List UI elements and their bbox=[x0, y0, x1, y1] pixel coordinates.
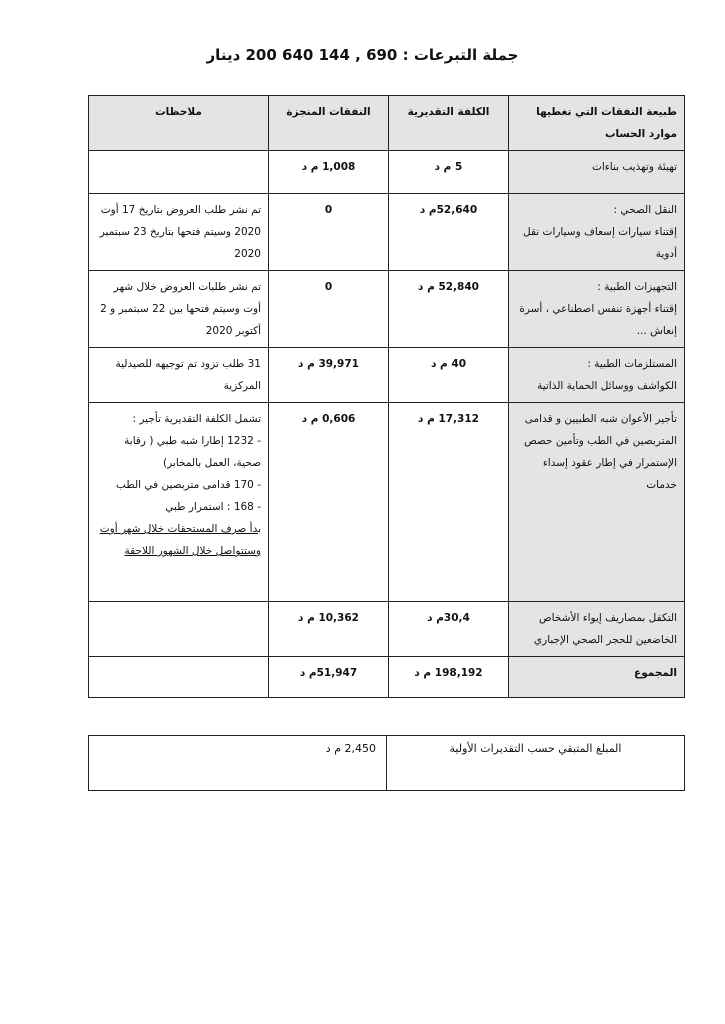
notes-line: - 168 : استمرار طبي bbox=[165, 501, 261, 513]
row-nature: تهيئة وتهذيب بناءات bbox=[509, 151, 685, 194]
header-notes: ملاحظات bbox=[89, 96, 269, 151]
table-row bbox=[89, 151, 685, 194]
row-estimated: 40 م د bbox=[389, 348, 509, 403]
table-row bbox=[89, 602, 685, 657]
summary-table bbox=[88, 735, 685, 791]
row-nature-detail: الكواشف ووسائل الحماية الذاتية bbox=[537, 380, 677, 392]
row-spent: 39,971 م د bbox=[269, 348, 389, 403]
row-nature-detail: إقتناء سيارات إسعاف وسيارات نقل أدوية bbox=[523, 226, 677, 260]
summary-row bbox=[89, 736, 685, 791]
row-estimated: 30,4م د bbox=[389, 602, 509, 657]
row-nature-title: المستلزمات الطبية : bbox=[587, 358, 677, 370]
table-row bbox=[89, 271, 685, 348]
notes-line: تشمل الكلفة التقديرية تأجير : bbox=[132, 413, 261, 425]
summary-value: 2,450 م د bbox=[89, 736, 387, 791]
row-estimated: 5 م د bbox=[389, 151, 509, 194]
table-row bbox=[89, 403, 685, 602]
notes-line: - 1232 إطارا شبه طبي ( رقابة صحية، العمل بالمخابر) bbox=[124, 435, 261, 469]
expenses-table bbox=[88, 95, 685, 698]
row-nature bbox=[509, 348, 685, 403]
total-notes bbox=[89, 657, 269, 698]
table-total-row bbox=[89, 657, 685, 698]
row-spent: 10,362 م د bbox=[269, 602, 389, 657]
row-nature-title: النقل الصحي : bbox=[613, 204, 677, 216]
header-estimated: الكلفة التقديرية bbox=[389, 96, 509, 151]
page-title: جملة التبرعات : 690 , 144 640 200 دينار bbox=[206, 46, 519, 64]
header-nature: طبيعة النفقات التي تغطيها موارد الحساب bbox=[509, 96, 685, 151]
row-spent: 0 bbox=[269, 271, 389, 348]
notes-underlined: بدأ صرف المستحقات خلال شهر أوت وستتواصل خلال الشهور اللاحقة bbox=[99, 523, 261, 557]
row-nature: التكفل بمصاريف إيواء الأشخاص الخاضعين للحجر الصحي الإجباري bbox=[509, 602, 685, 657]
summary-label: المبلغ المتبقي حسب التقديرات الأولية bbox=[387, 736, 685, 791]
table-header-row bbox=[89, 96, 685, 151]
row-notes: 31 طلب تزود تم توجيهه للصيدلية المركزية bbox=[89, 348, 269, 403]
row-notes: تم نشر طلبات العروض خلال شهر أوت وسيتم فتحها بين 22 سبتمبر و 2 أكتوبر 2020 bbox=[89, 271, 269, 348]
table-row bbox=[89, 194, 685, 271]
row-spent: 0 bbox=[269, 194, 389, 271]
row-spent: 1,008 م د bbox=[269, 151, 389, 194]
total-estimated: 198,192 م د bbox=[389, 657, 509, 698]
row-nature bbox=[509, 194, 685, 271]
total-label: المجموع bbox=[509, 657, 685, 698]
notes-line: - 170 قدامى متربصين في الطب bbox=[116, 479, 261, 491]
row-notes bbox=[89, 602, 269, 657]
row-estimated: 52,640م د bbox=[389, 194, 509, 271]
row-notes: تم نشر طلب العروض بتاريخ 17 أوت 2020 وسيتم فتحها بتاريخ 23 سبتمبر 2020 bbox=[89, 194, 269, 271]
row-spent: 0,606 م د bbox=[269, 403, 389, 602]
row-estimated: 17,312 م د bbox=[389, 403, 509, 602]
row-nature-title: التجهيزات الطبية : bbox=[597, 281, 677, 293]
header-spent: النفقات المنجزة bbox=[269, 96, 389, 151]
row-notes bbox=[89, 151, 269, 194]
row-notes bbox=[89, 403, 269, 602]
table-row bbox=[89, 348, 685, 403]
row-estimated: 52,840 م د bbox=[389, 271, 509, 348]
row-nature-detail: إقتناء أجهزة تنفس اصطناعي ، أسرة إنعاش ... bbox=[519, 303, 677, 337]
total-spent: 51,947م د bbox=[269, 657, 389, 698]
row-nature: تأجير الأعوان شبه الطبيين و قدامى المتربصين في الطب وتأمين حصص الإستمرار في إطار عقود إسداء خدمات bbox=[509, 403, 685, 602]
row-nature bbox=[509, 271, 685, 348]
